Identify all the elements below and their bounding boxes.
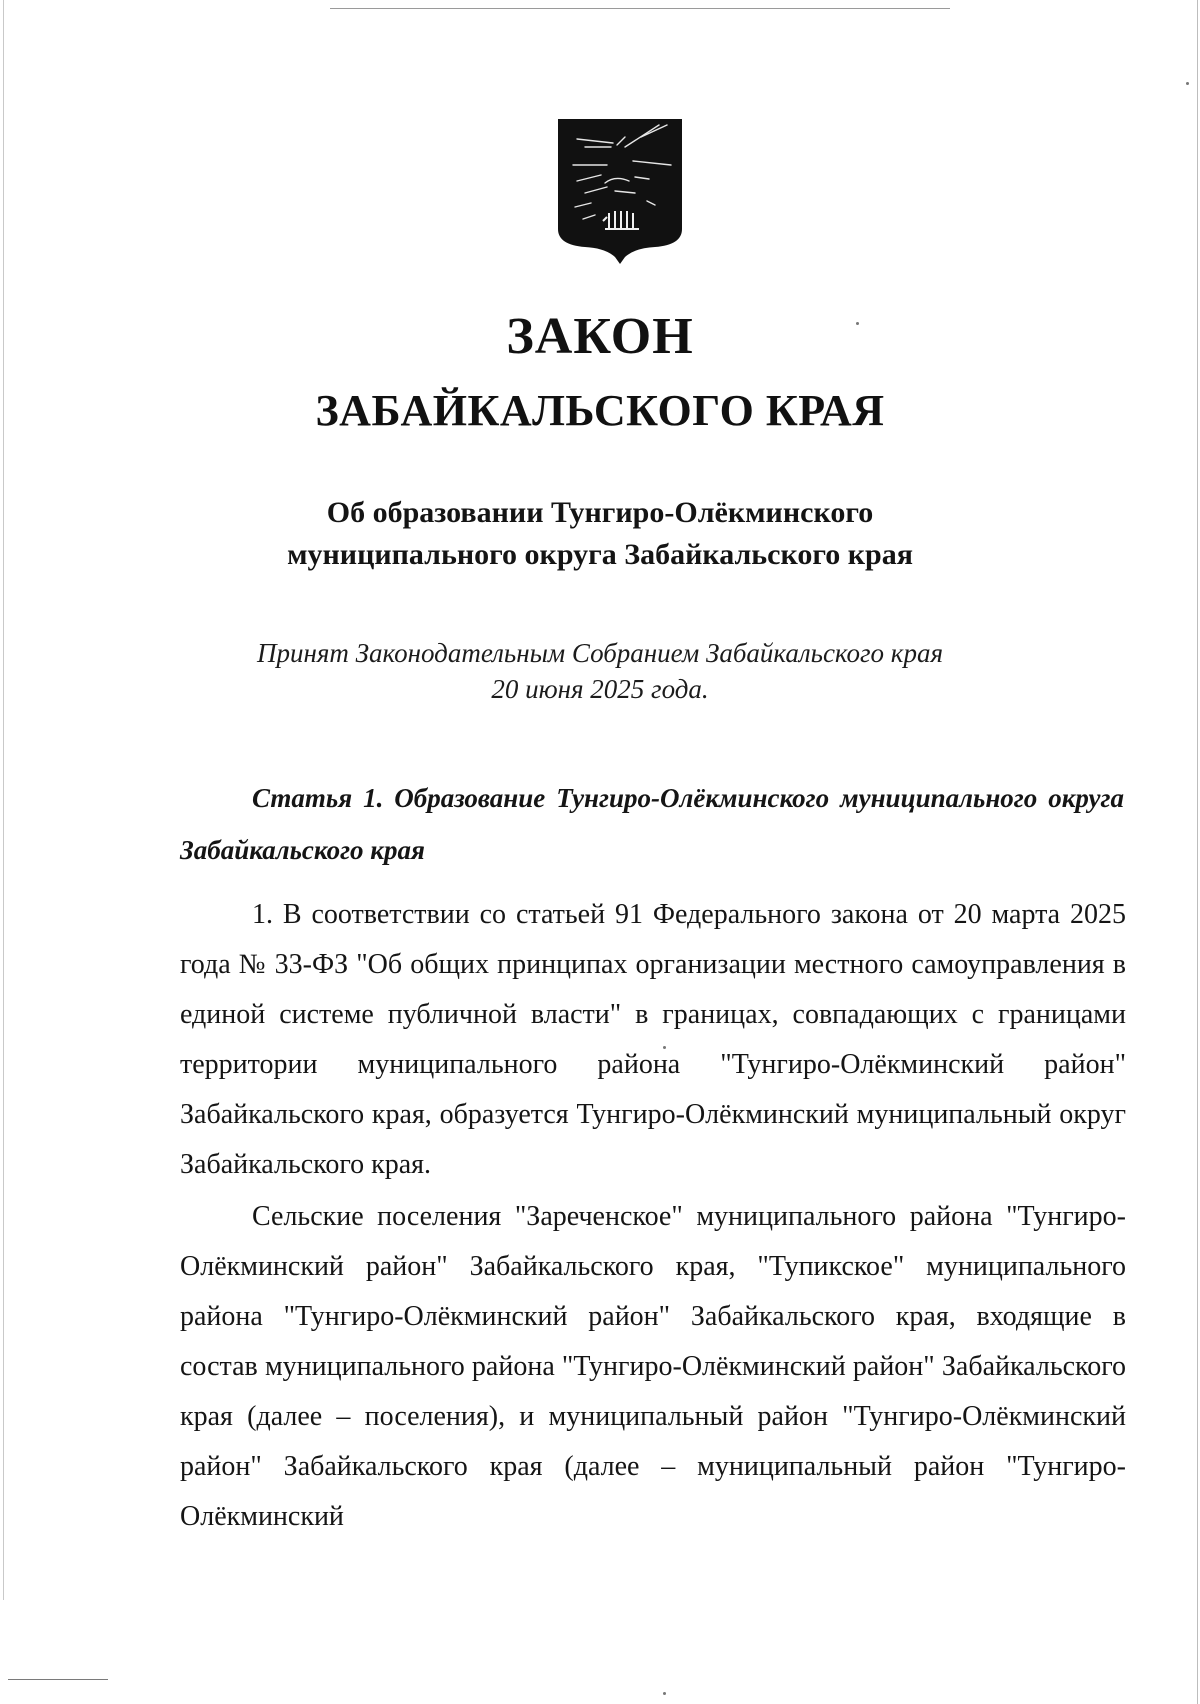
scan-edge-left bbox=[3, 0, 4, 1600]
adoption-date: 20 июня 2025 года. bbox=[491, 674, 709, 704]
adoption-note bbox=[0, 635, 1200, 707]
paragraph: Сельские поселения "Зареченское" муниципального района "Тунгиро-Олёкминский район" Забайкальского края, "Тупикское" муниципального района "Тунгиро-Олёкминский район" Забайкальского края, входящие в состав муниципального района "Тунгиро-Олёкминский район" Забайкальского края (далее – поселения), и муниципальный район "Тунгиро-Олёкминский район" Забайкальского края (далее – муниципальный район "Тунгиро-Олёкминский bbox=[180, 1201, 1126, 1532]
law-subject bbox=[0, 492, 1200, 576]
adoption-note-line: Принят Законодательным Собранием Забайкальского края bbox=[256, 638, 943, 668]
article-heading: Статья 1. Образование Тунгиро-Олёкминского муниципального округа Забайкальского края bbox=[180, 783, 1124, 865]
scan-edge-top bbox=[330, 8, 950, 9]
coat-of-arms-icon bbox=[555, 117, 685, 267]
scan-edge-bottom bbox=[8, 1679, 108, 1680]
scan-speck bbox=[1186, 82, 1189, 85]
law-subject-line: Об образовании Тунгиро-Олёкминского bbox=[326, 496, 874, 529]
law-subject-line: муниципального округа Забайкальского края bbox=[287, 538, 913, 571]
paragraph: 1. В соответствии со статьей 91 Федерального закона от 20 марта 2025 года № 33-ФЗ "Об общих принципах организации местного самоуправления в единой системе публичной власти" в границах, совпадающих с границами территории муниципального района "Тунгиро-Олёкминский район" Забайкальского края, образуется Тунгиро-Олёкминский муниципальный округ Забайкальского края. bbox=[180, 899, 1126, 1180]
law-title: ЗАКОН bbox=[506, 308, 694, 365]
scan-speck bbox=[663, 1692, 666, 1695]
law-region: ЗАБАЙКАЛЬСКОГО КРАЯ bbox=[315, 386, 885, 435]
scan-edge-right bbox=[1197, 0, 1198, 1704]
